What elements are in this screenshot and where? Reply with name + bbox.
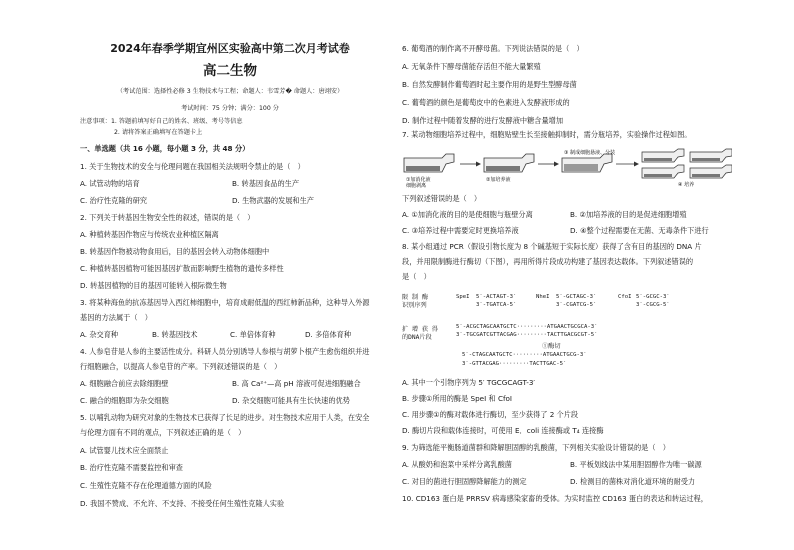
spei-name: SpeI — [456, 294, 470, 300]
q2-option-b: B. 转基因作物被动物食用后，目的基因会转入动物体细胞中 — [80, 247, 270, 256]
q3-option-b: B. 转基因技术 — [152, 330, 198, 339]
question-3-line1: 3. 将某种海鱼的抗冻基因导入西红柿细胞中，培育成耐低温的西红柿新品种，这种导入外源 — [80, 298, 370, 307]
amplified-label-2: 的DNA片段 — [402, 334, 432, 341]
q8-option-a: A. 其中一个引物序列为 5′ TGCGCAGT-3′ — [402, 378, 536, 387]
question-6: 6. 葡萄酒的制作离不开酵母菌。下列说法错误的是（ ） — [402, 44, 584, 53]
q5-option-c: C. 生殖性克隆不存在伦理道德方面的风险 — [80, 481, 212, 490]
q2-option-c: C. 种植转基因植物可能因基因扩散而影响野生植物的遗传多样性 — [80, 264, 284, 273]
sequence-bottom-strand: 3′-TGCGATCGTTACGAG·········TACTTGACGCGT-5′ — [456, 332, 598, 338]
q6-option-d: D. 制作过程中随着发酵的进行发酵液中糖含量增加 — [402, 116, 564, 125]
question-8-line3: 是（ ） — [402, 272, 431, 281]
recognition-site-label: 识别序列 — [402, 302, 427, 309]
question-9: 9. 为筛选能平衡肠道菌群和降解胆固醇的乳酸菌，下列相关实验设计错误的是（ ） — [402, 443, 670, 452]
step1b-label: 细胞剥离 — [406, 183, 427, 189]
q4-option-d: D. 杂交细胞可能具有生长快速的优势 — [232, 396, 350, 405]
flask-group — [642, 149, 732, 178]
question-8-line1: 8. 某小组通过 PCR（假设引物长度为 8 个碱基短于实际长度）获得了含有目的基因的 DNA 片 — [402, 242, 702, 251]
q1-option-a: A. 试管动物的培育 — [80, 179, 140, 188]
sequence-top-strand: 5′-ACGCTAGCAATGCTC·········ATGAACTGCGCA-3′ — [456, 324, 598, 330]
cell-culture-diagram — [402, 148, 732, 190]
digested-bottom-strand: 3′-GTTACGAG·········TACTTGAC-5′ — [462, 361, 567, 367]
question-4-line1: 4. 人参皂苷是人参的主要活性成分。科研人员分别诱导人参根与胡萝卜根产生愈伤组织并进 — [80, 347, 370, 356]
digest-step-label: ①酶切 — [542, 343, 561, 350]
q4-option-b: B. 高 Ca²⁺—高 pH 溶液可促进细胞融合 — [232, 379, 361, 388]
q8-option-d: D. 酶切片段和载体连接时，可使用 E．coli 连接酶或 T₄ 连接酶 — [402, 426, 604, 435]
q9-option-b: B. 平板划线法中某用胆固醇作为唯一碳源 — [570, 460, 702, 469]
flask-2 — [484, 154, 534, 172]
spei-top: 5′-ACTAGT-3′ — [476, 294, 517, 300]
q3-option-d: D. 多倍体育种 — [305, 330, 352, 339]
q8-option-c: C. 用步骤①的酶对载体进行酶切，至少获得了 2 个片段 — [402, 410, 579, 419]
q6-option-b: B. 自然发酵制作葡萄酒时起主要作用的是野生型酵母菌 — [402, 80, 577, 89]
q1-option-c: C. 治疗性克隆的研究 — [80, 196, 148, 205]
q9-option-a: A. 从酸奶和泡菜中采样分离乳酸菌 — [402, 460, 512, 469]
q2-option-d: D. 转基因植物的目的基因可能转入根际微生物 — [80, 281, 227, 290]
q7-option-a: A. ①加消化液的目的是使细胞与瓶壁分离 — [402, 210, 533, 219]
cfoi-bottom: 3′-CGCG-5′ — [636, 302, 670, 308]
flask-3 — [562, 154, 612, 172]
question-7: 7. 某动物细胞培养过程中，细胞贴壁生长至接触抑制时，需分瓶培养，实验操作过程如图。 — [402, 130, 692, 139]
exam-title: 2024年春季学期宜州区实验高中第二次月考试卷 — [110, 42, 350, 55]
notice-2: 2. 请将答案正确填写在答题卡上 — [114, 129, 203, 136]
q5-option-a: A. 试管婴儿技术应全面禁止 — [80, 446, 169, 455]
question-2: 2. 下列关于转基因生物安全性的叙述，错误的是（ ） — [80, 213, 255, 222]
question-1: 1. 关于生物技术的安全与伦理问题在我国相关法规明令禁止的是（ ） — [80, 162, 305, 171]
step2-label: ②加培养液 — [486, 177, 511, 183]
question-5-line1: 5. 以哺乳动物为研究对象的生物技术已获得了长足的进步。对生物技术应用于人类，在安全 — [80, 413, 370, 422]
step3-label: ③ 制成细胞悬液、分装 — [564, 150, 616, 156]
exam-scope: （考试范围：选择性必修 3 生物技术与工程；命题人：韦雪芳� 命题人：唐翊安） — [116, 88, 344, 95]
q5-option-b: B. 治疗性克隆不需要监控和审查 — [80, 463, 183, 472]
q7-option-c: C. ③培养过程中需要定时更换培养液 — [402, 226, 519, 235]
nhei-bottom: 3′-CGATCG-5′ — [556, 302, 597, 308]
q4-option-a: A. 细胞融合前应去除细胞壁 — [80, 379, 169, 388]
q4-option-c: C. 融合的细胞即为杂交细胞 — [80, 396, 169, 405]
subject-title: 高二生物 — [203, 63, 257, 79]
q1-option-b: B. 转基因食品的生产 — [232, 179, 300, 188]
q6-option-a: A. 无氧条件下酵母菌能存活但不能大量繁殖 — [402, 62, 541, 71]
step1-label: ①加消化液 — [406, 177, 431, 183]
question-10: 10. CD163 蛋白是 PRRSV 病毒感染家畜的受体。为实时监控 CD163 蛋白的表达和转运过程， — [402, 494, 708, 503]
q7-option-d: D. ④整个过程需要在无菌、无毒条件下进行 — [570, 226, 709, 235]
question-5-line2: 与伦理方面有不同的观点，下列叙述正确的是（ ） — [80, 428, 246, 437]
restriction-figure — [402, 286, 732, 372]
question-7-stem: 下列叙述错误的是（ ） — [402, 194, 482, 203]
section-heading: 一、单选题（共 16 小题，每小题 3 分，共 48 分） — [80, 144, 250, 153]
step4-label: ④ 培养 — [678, 182, 695, 188]
q3-option-c: C. 单倍体育种 — [230, 330, 276, 339]
q5-option-d: D. 我国不赞成、不允许、不支持、不接受任何生殖性克隆人实验 — [80, 499, 285, 508]
cfoi-top: 5′-GCGC-3′ — [636, 294, 670, 300]
q9-option-c: C. 对目的菌进行胆固醇降解能力的测定 — [402, 477, 527, 486]
amplified-label-1: 扩 增 获 得 — [402, 326, 438, 333]
flask-1 — [404, 154, 454, 172]
digested-top-strand: 5′-CTAGCAATGCTC·········ATGAACTGCG-3′ — [462, 352, 587, 358]
question-8-line2: 段，并用限制酶进行酶切（下图），再用所得片段成功构建了基因表达载体。下列叙述错误的 — [402, 257, 694, 266]
cfoi-name: CfoI — [618, 294, 632, 300]
q1-option-d: D. 生物武器的发展和生产 — [232, 196, 314, 205]
q2-option-a: A. 种植转基因作物应与传统农业种植区隔离 — [80, 230, 219, 239]
notice-1: 注意事项：1. 答题前填写好自己的姓名、班级、考号等信息 — [80, 118, 243, 125]
q7-option-b: B. ②加培养液的目的是促进细胞增殖 — [570, 210, 687, 219]
restriction-enzyme-label: 限 制 酶 — [402, 294, 429, 301]
question-4-line2: 行细胞融合，以提高人参皂苷的产率。下列叙述错误的是（ ） — [80, 362, 282, 371]
q9-option-d: D. 检测目的菌株对消化道环境的耐受力 — [570, 477, 696, 486]
question-3-line2: 基因的方法属于（ ） — [80, 313, 152, 322]
q8-option-b: B. 步骤①所用的酶是 SpeI 和 CfoI — [402, 394, 513, 403]
nhei-top: 5′-GCTAGC-3′ — [556, 294, 597, 300]
exam-time: 考试时间：75 分钟；满分：100 分 — [181, 105, 279, 112]
nhei-name: NheI — [536, 294, 550, 300]
spei-bottom: 3′-TGATCA-5′ — [476, 302, 517, 308]
q6-option-c: C. 葡萄酒的颜色是葡萄皮中的色素进入发酵液形成的 — [402, 98, 570, 107]
q3-option-a: A. 杂交育种 — [80, 330, 119, 339]
